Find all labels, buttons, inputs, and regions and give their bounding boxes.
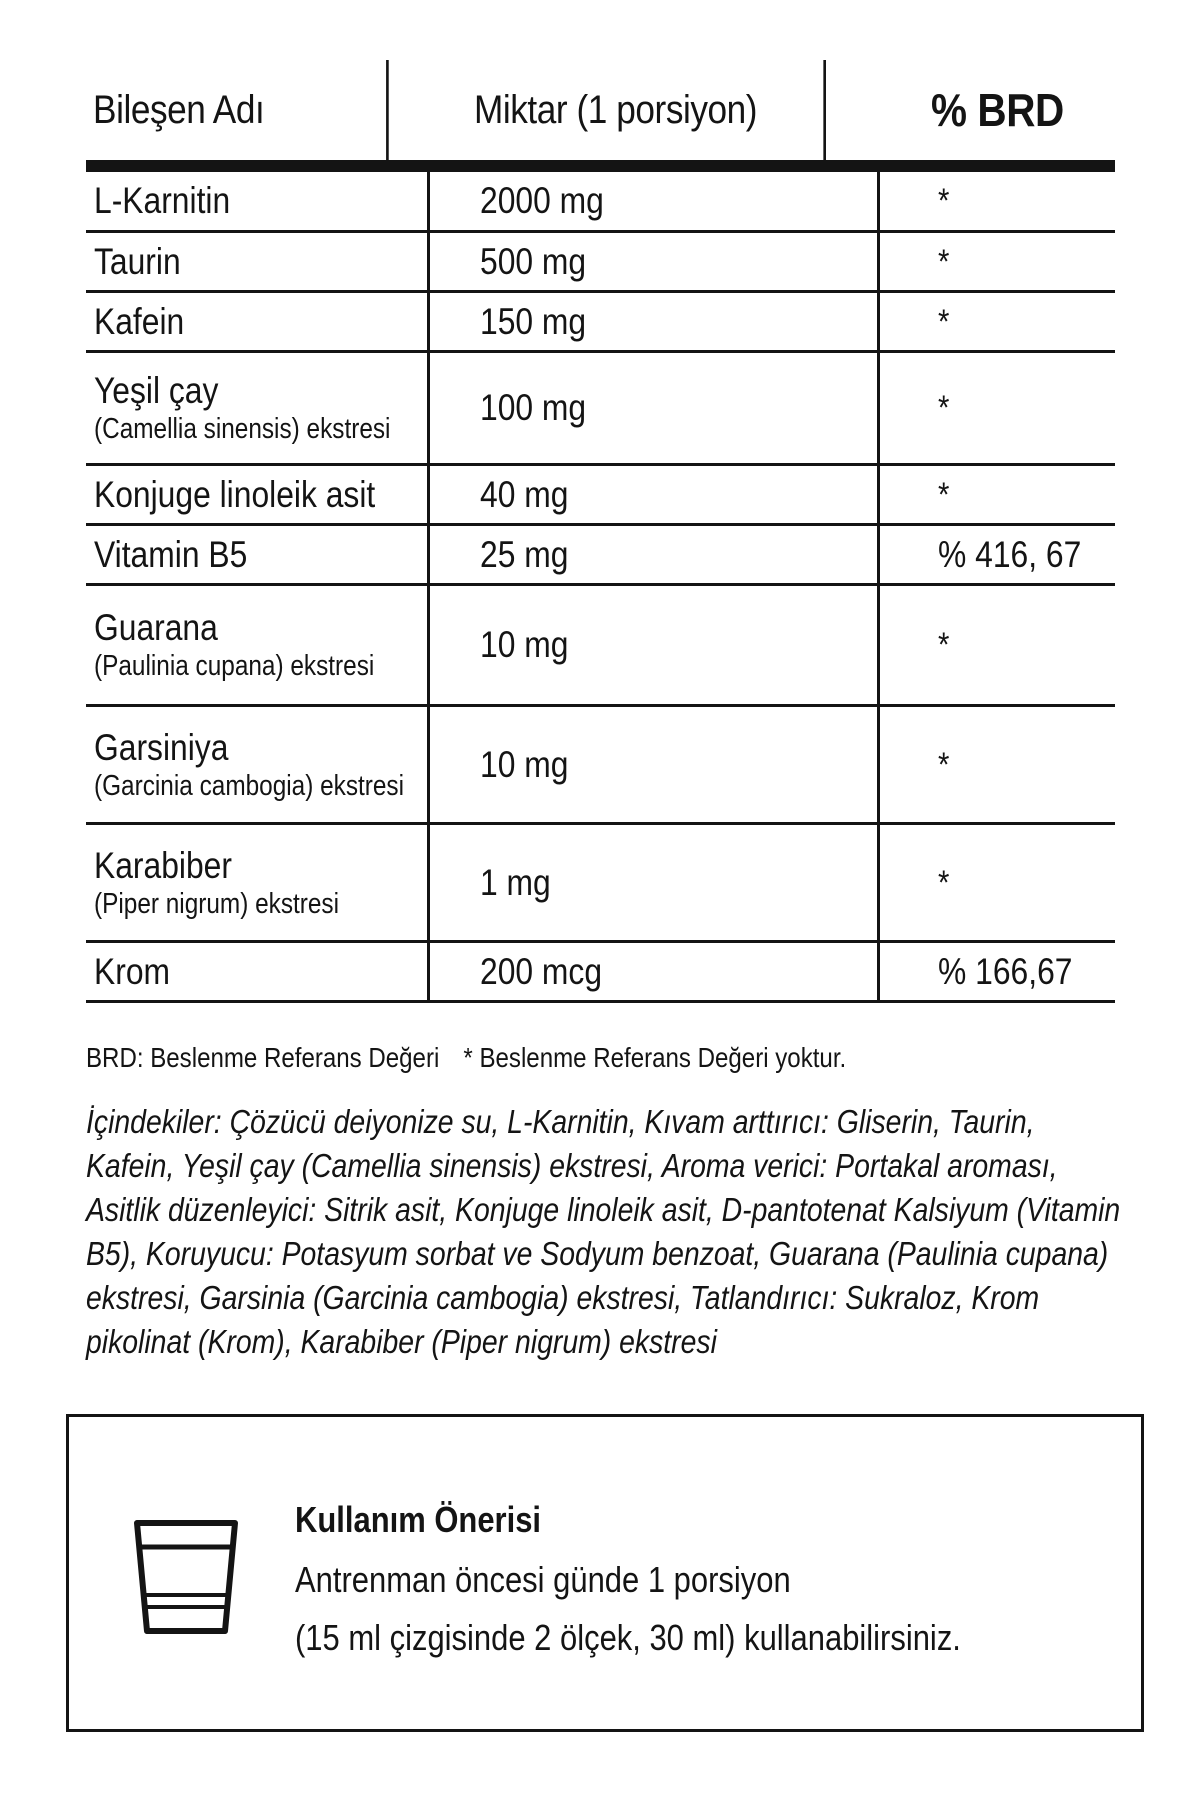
amount-cell: [430, 172, 880, 230]
ingredient-name: Krom: [94, 950, 171, 992]
table-row: [86, 707, 1115, 825]
table-row: [86, 466, 1115, 526]
amount-cell: [430, 526, 880, 583]
ingredients-text: İçindekiler: Çözücü deiyonize su, L-Karnitin, Kıvam arttırıcı: Gliserin, Taurin, Kafein, Yeşil çay (Camellia sinensis) ekstresi, Aroma verici: Portakal aroması, Asitlik düzenleyici: Sitrik asit, Konjuge linoleik asit, D-pantotenat Kalsiyum (Vitamin B5), Koruyucu: Potasyum sorbat ve Sodyum benzoat, Guarana (Paulinia cupana) ekstresi, Garsinia (Garcinia cambogia) ekstresi, Tatlandırıcı: Sukraloz, Krom pikolinat (Krom), Karabiber (Piper nigrum) ekstresi: [86, 1103, 1121, 1360]
ingredient-name: L-Karnitin: [94, 180, 231, 221]
amount-value: 10 mg: [480, 743, 569, 785]
ingredient-name: Karabiber: [94, 844, 232, 886]
amount-cell: [430, 466, 880, 523]
ingredient-cell: [86, 526, 430, 583]
usage-box: [66, 1414, 1144, 1732]
amount-cell: [430, 825, 880, 940]
ingredient-name: Guarana: [94, 607, 218, 648]
ingredient-cell: [86, 293, 430, 350]
table-row: [86, 353, 1115, 466]
brd-value: *: [938, 389, 950, 427]
amount-cell: [430, 707, 880, 822]
header-brd: [880, 60, 1087, 160]
glass-icon: [131, 1517, 241, 1637]
brd-value: *: [938, 182, 950, 220]
amount-value: 40 mg: [480, 473, 569, 515]
brd-value: *: [938, 242, 950, 281]
ingredient-name: Vitamin B5: [94, 533, 248, 575]
ingredient-cell: [86, 172, 430, 230]
amount-value: 10 mg: [480, 624, 569, 665]
brd-cell: [880, 353, 1115, 463]
table-row: [86, 943, 1115, 1003]
ingredient-cell: [86, 353, 430, 463]
amount-value: 2000 mg: [480, 180, 604, 221]
ingredient-name: Taurin: [94, 240, 181, 282]
ingredient-cell: [86, 943, 430, 1000]
amount-value: 150 mg: [480, 300, 587, 342]
table-row: [86, 233, 1115, 293]
table-row: [86, 172, 1115, 233]
amount-cell: [430, 586, 880, 704]
amount-cell: [430, 943, 880, 1000]
amount-cell: [430, 353, 880, 463]
table-header: [86, 60, 1115, 172]
usage-line-2: (15 ml çizgisinde 2 ölçek, 30 ml) kullanabilirsiniz.: [295, 1617, 961, 1658]
brd-cell: [880, 172, 1115, 230]
brd-cell: [880, 707, 1115, 822]
brd-cell: [880, 825, 1115, 940]
brd-cell: [880, 526, 1115, 583]
ingredient-name: Kafein: [94, 300, 185, 342]
table-row: [86, 586, 1115, 707]
amount-value: 500 mg: [480, 240, 587, 282]
ingredient-cell: [86, 466, 430, 523]
header-amount: [430, 60, 826, 160]
ingredient-cell: [86, 825, 430, 940]
header-name: [86, 60, 389, 160]
ingredient-name: Konjuge linoleik asit: [94, 473, 376, 515]
table-row: [86, 526, 1115, 586]
ingredient-cell: [86, 233, 430, 290]
brd-value: % 416, 67: [938, 533, 1082, 575]
ingredient-subname: (Piper nigrum) ekstresi: [94, 887, 340, 920]
amount-value: 25 mg: [480, 533, 569, 575]
table-row: [86, 293, 1115, 353]
header-brd-text: % BRD: [931, 84, 1064, 136]
amount-cell: [430, 293, 880, 350]
ingredient-cell: [86, 707, 430, 822]
amount-value: 200 mcg: [480, 950, 603, 992]
footnote: [86, 1042, 846, 1074]
ingredient-subname: (Garcinia cambogia) ekstresi: [94, 769, 405, 802]
amount-cell: [430, 233, 880, 290]
brd-value: *: [938, 475, 950, 514]
amount-value: 100 mg: [480, 387, 587, 428]
table-row: [86, 825, 1115, 943]
footnote-brd: BRD: Beslenme Referans Değeri: [86, 1042, 440, 1073]
ingredient-subname: (Paulinia cupana) ekstresi: [94, 650, 375, 682]
brd-value: *: [938, 626, 950, 664]
brd-value: *: [938, 745, 950, 784]
brd-value: *: [938, 863, 950, 902]
ingredient-cell: [86, 586, 430, 704]
brd-cell: [880, 233, 1115, 290]
usage-title: Kullanım Önerisi: [295, 1499, 542, 1540]
ingredient-name: Garsiniya: [94, 726, 229, 768]
brd-value: % 166,67: [938, 950, 1073, 992]
header-amount-text: Miktar (1 porsiyon): [474, 87, 758, 132]
ingredient-subname: (Camellia sinensis) ekstresi: [94, 413, 391, 445]
brd-cell: [880, 943, 1115, 1000]
usage-line-1: Antrenman öncesi günde 1 porsiyon: [295, 1559, 791, 1600]
ingredient-name: Yeşil çay: [94, 370, 219, 411]
brd-cell: [880, 586, 1115, 704]
table-body: [86, 172, 1115, 1003]
brd-cell: [880, 293, 1115, 350]
footnote-star: * Beslenme Referans Değeri yoktur.: [463, 1042, 847, 1073]
brd-cell: [880, 466, 1115, 523]
header-name-text: Bileşen Adı: [93, 87, 265, 132]
amount-value: 1 mg: [480, 861, 551, 903]
nutrition-table: [86, 60, 1115, 1003]
brd-value: *: [938, 302, 950, 341]
